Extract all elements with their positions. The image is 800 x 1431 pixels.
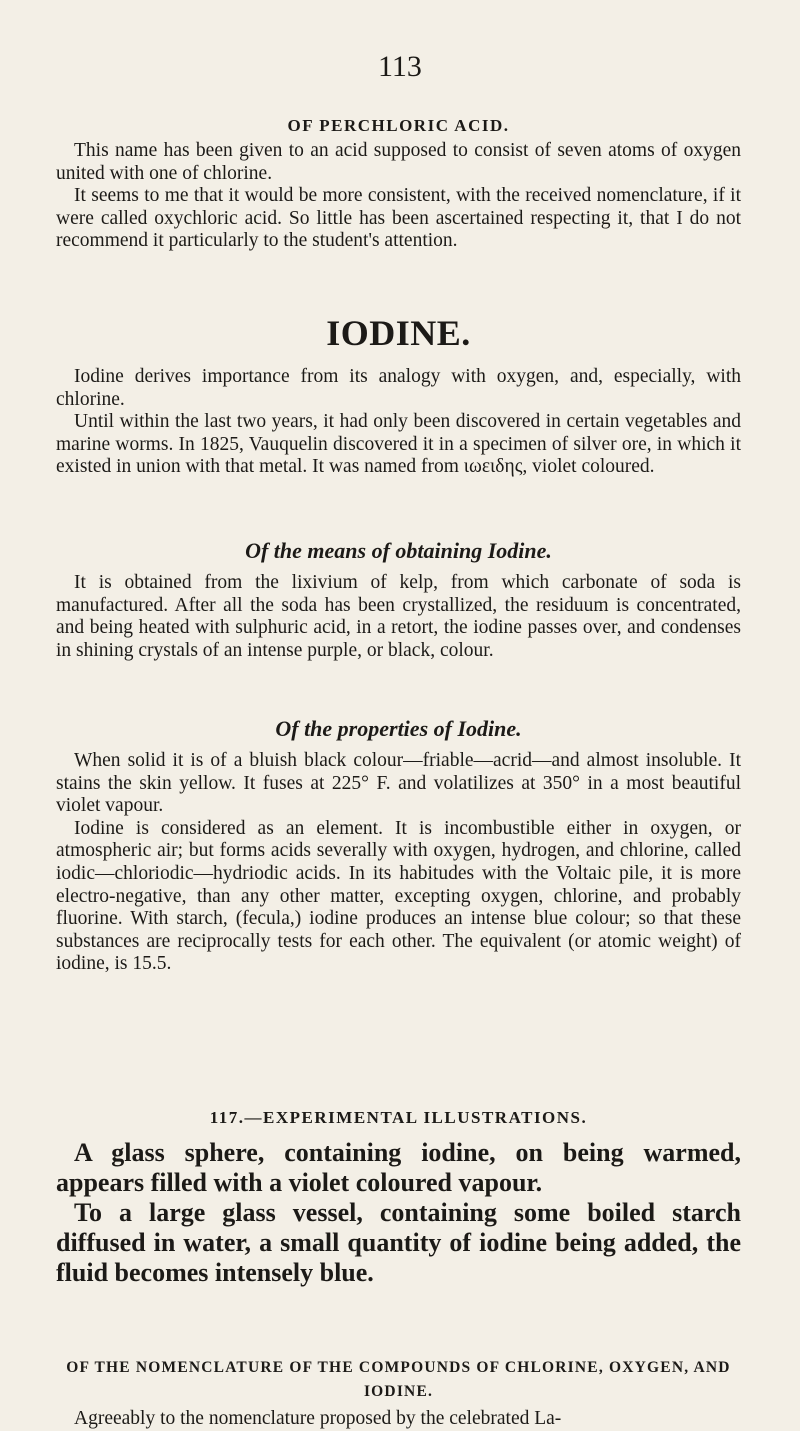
section-heading: 117.—EXPERIMENTAL ILLUSTRATIONS. [209,1108,588,1127]
paragraph: This name has been given to an acid supposed to consist of seven atoms of oxygen united with one of chlorine. [56,140,741,184]
iodine-body [56,366,741,479]
section-perchloric [56,116,741,136]
paragraph: To a large glass vessel, containing some boiled starch diffused in water, a small quantity of iodine being added, the fluid becomes intensely blue. [56,1198,741,1287]
paragraph: Until within the last two years, it had only been discovered in certain vegetables and marine worms. In 1825, Vauquelin discovered it in a specimen of silver ore, in which it existed in union with that metal. It was named from ιωειδης, violet coloured. [56,411,741,478]
section-heading: IODINE. [326,313,471,353]
paragraph: Iodine derives importance from its analogy with oxygen, and, especially, with chlorine. [56,366,741,410]
perchloric-body [56,140,741,253]
section-heading: Of the means of obtaining Iodine. [245,538,552,563]
nomenclature-body [56,1408,741,1431]
section-properties [56,716,741,742]
section-iodine [56,312,741,354]
section-nomenclature [56,1356,741,1404]
paragraph: Agreeably to the nomenclature proposed by the celebrated La- [74,1408,562,1429]
section-heading: OF PERCHLORIC ACID. [287,116,510,135]
section-heading: Of the properties of Iodine. [275,716,522,741]
paragraph: Iodine is considered as an element. It is incombustible either in oxygen, or atmospheric air; but forms acids severally with oxygen, hydrogen, and chlorine, called iodic—chloriodic—hydriodic acids. In its habitudes with the Voltaic pile, it is more electro-negative, than any other matter, excepting oxygen, chlorine, and probably fluorine. With starch, (fecula,) iodine produces an intense blue colour; so that these substances are reciprocally tests for each other. The equivalent (or atomic weight) of iodine, is 15.5. [56,817,741,975]
paragraph: When solid it is of a bluish black colour—friable—acrid—and almost insoluble. It stains the skin yellow. It fuses at 225° F. and volatilizes at 350° in a most beautiful violet vapour. [56,750,741,817]
paragraph: It seems to me that it would be more consistent, with the received nomenclature, if it were called oxychloric acid. So little has been ascertained respecting it, that I do not recommend it particularly to the student's attention. [56,185,741,252]
properties-body [56,750,741,976]
section-experimental [56,1108,741,1128]
obtaining-body [56,572,741,662]
experimental-body [56,1138,741,1288]
paragraph: It is obtained from the lixivium of kelp, from which carbonate of soda is manufactured. After all the soda has been crystallized, the residuum is concentrated, and being heated with sulphuric acid, in a retort, the iodine passes over, and condenses in shining crystals of an intense purple, or black, colour. [56,572,741,661]
paragraph: A glass sphere, containing iodine, on being warmed, appears filled with a violet coloured vapour. [56,1138,741,1197]
section-obtaining [56,538,741,564]
page-number: 113 [378,50,422,83]
section-heading: OF THE NOMENCLATURE OF THE COMPOUNDS OF CHLORINE, OXYGEN, AND IODINE. [66,1359,731,1400]
